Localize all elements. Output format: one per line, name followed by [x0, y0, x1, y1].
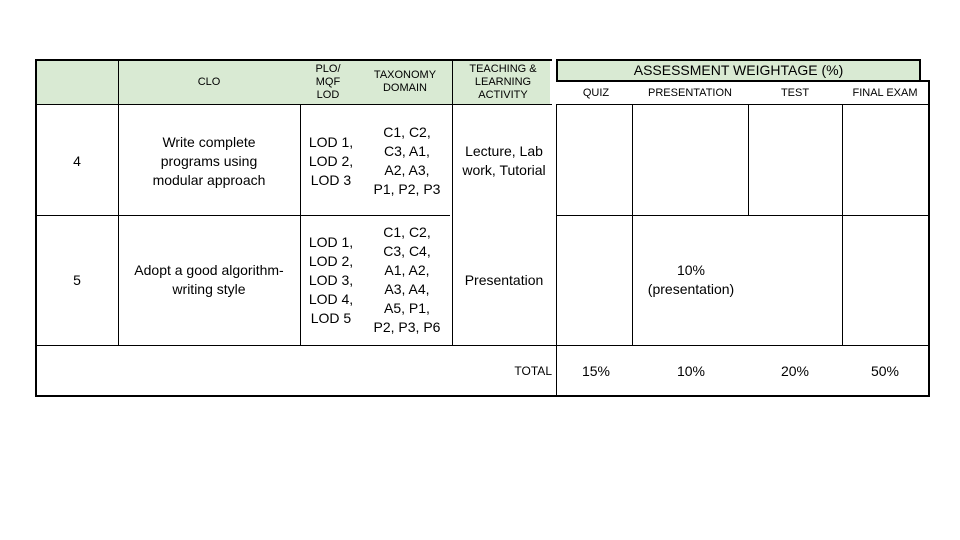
total-presentation-value: 10%: [676, 362, 706, 379]
divider: [35, 395, 930, 397]
divider: [36, 215, 450, 216]
header-clo-label: CLO: [197, 75, 221, 88]
row-plo-label: LOD 1, LOD 2, LOD 3, LOD 4, LOD 5: [308, 233, 354, 326]
divider: [842, 104, 843, 216]
assessment-title-label: ASSESSMENT WEIGHTAGE (%): [633, 62, 844, 78]
row-clo-label: Write complete programs using modular approach: [152, 133, 266, 188]
total-test: [748, 358, 842, 384]
header-quiz: [560, 83, 632, 103]
row-taxonomy: [362, 216, 452, 344]
row-teaching-label: Lecture, Lab work, Tutorial: [462, 143, 546, 178]
row-number-label: 4: [73, 152, 81, 169]
header-taxonomy-label: TAXONOMY DOMAIN: [373, 69, 437, 94]
divider: [452, 60, 453, 345]
divider: [35, 59, 552, 61]
divider: [556, 215, 928, 216]
divider: [556, 104, 928, 105]
header-clo: [118, 62, 300, 102]
header-quiz-label: QUIZ: [582, 86, 610, 99]
row-taxonomy-label: C1, C2, C3, C4, A1, A2, A3, A4, A5, P1, P2, P3, P6: [373, 224, 441, 335]
header-taxonomy: [362, 62, 448, 102]
row-plo: [300, 216, 362, 344]
divider: [556, 104, 557, 396]
divider: [36, 345, 558, 346]
row-teaching: [452, 106, 556, 216]
divider: [842, 216, 843, 346]
total-presentation: [632, 358, 750, 384]
row-clo-label: Adopt a good algorithm- writing style: [134, 262, 284, 297]
divider: [928, 80, 930, 397]
row-clo: [118, 106, 300, 216]
row-number: [36, 106, 118, 216]
header-test-label: TEST: [780, 86, 810, 99]
total-quiz-value: 15%: [581, 362, 611, 379]
header-final-exam: [842, 83, 928, 103]
row-presentation-weight-label: 10% (presentation): [647, 262, 735, 297]
total-label: [454, 358, 556, 384]
row-teaching-label: Presentation: [464, 271, 544, 288]
row-number: [36, 216, 118, 344]
header-plo-label: PLO/ MQF LOD: [315, 62, 341, 101]
header-final-exam-label: FINAL EXAM: [852, 86, 918, 99]
divider: [118, 60, 119, 345]
divider: [556, 345, 928, 346]
header-plo: [300, 60, 356, 104]
row-taxonomy-label: C1, C2, C3, A1, A2, A3, P1, P2, P3: [373, 124, 441, 197]
row-plo-label: LOD 1, LOD 2, LOD 3: [308, 133, 354, 188]
total-test-value: 20%: [780, 362, 810, 379]
divider: [919, 59, 921, 81]
divider: [632, 104, 633, 346]
row-number-label: 5: [73, 271, 81, 288]
divider: [35, 59, 37, 397]
divider: [556, 59, 921, 61]
divider: [748, 104, 749, 216]
total-final-exam-value: 50%: [870, 362, 900, 379]
divider: [300, 104, 301, 345]
header-presentation-label: PRESENTATION: [648, 86, 732, 99]
header-teaching: [454, 60, 552, 104]
row-clo: [118, 216, 300, 344]
row-presentation-weight: [632, 216, 750, 344]
divider: [556, 80, 930, 82]
header-presentation: [632, 83, 748, 103]
divider: [36, 104, 552, 105]
header-assessment-title: [557, 59, 920, 81]
total-final-exam: [842, 358, 928, 384]
header-test: [748, 83, 842, 103]
row-plo: [300, 106, 362, 216]
total-label-text: TOTAL: [514, 364, 552, 378]
row-teaching: [452, 216, 556, 344]
divider: [556, 59, 558, 81]
total-quiz: [560, 358, 632, 384]
header-teaching-label: TEACHING & LEARNING ACTIVITY: [469, 62, 537, 101]
row-taxonomy: [362, 106, 452, 216]
